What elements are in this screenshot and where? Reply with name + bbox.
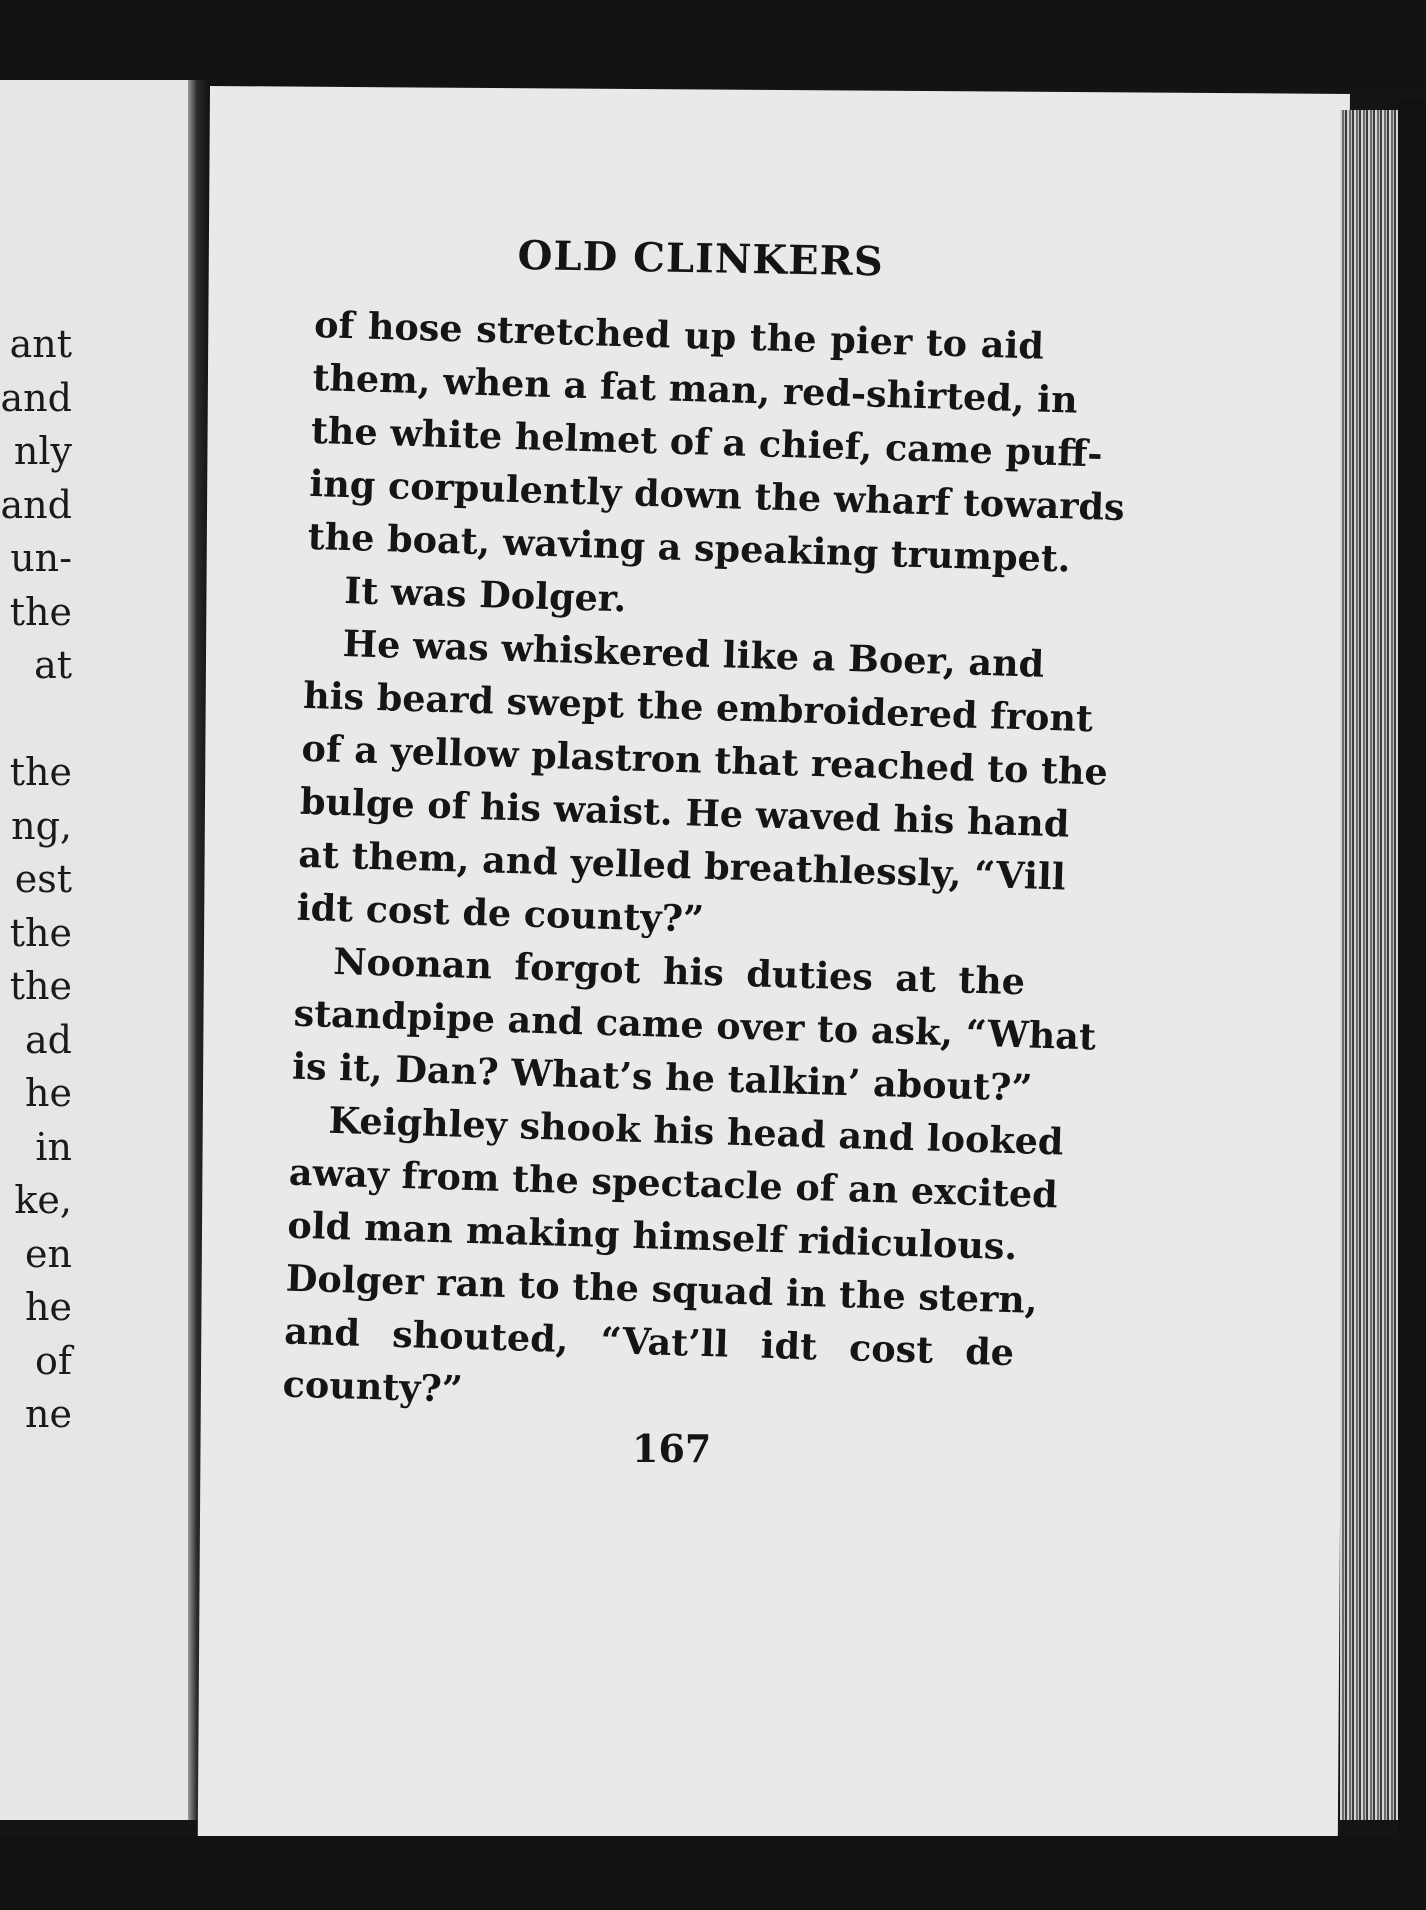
right-scan-border [1398,100,1426,1860]
left-page-line: the [9,910,72,955]
text-line: away from the spectacle of an excited [288,1150,1059,1217]
text-line: his beard swept the embroidered front [302,673,1094,741]
text-line: standpipe and came over to ask, “What [293,991,1097,1059]
text-line: county?” [282,1362,464,1411]
text-line: Keighley shook his head and looked [327,1098,1065,1164]
text-line: the boat, waving a speaking trumpet. [307,514,1072,581]
text-line: the white helmet of a chief, came puff- [310,408,1104,476]
text-line: of a yellow plastron that reached to the [300,726,1109,794]
text-line: Dolger ran to the squad in the stern, [285,1256,1039,1322]
left-page-line: at [34,643,72,687]
text-line: It was Dolger. [343,569,628,621]
left-page-line: ad [25,1017,72,1062]
text-line: old man making himself ridiculous. [286,1203,1018,1269]
text-line: them, when a fat man, red-shirted, in [312,355,1079,422]
left-page-line: ke, [14,1178,72,1222]
left-page-line: est [14,857,72,901]
left-page-line: un- [10,536,72,580]
left-page-line: nly [13,429,72,473]
left-page-line: ant [9,322,72,366]
body-text [282,298,1126,1432]
text-line: ing corpulently down the wharf towards [308,461,1126,530]
text-line: of hose stretched up the pier to aid [313,302,1045,368]
left-page-line: he [25,1071,72,1115]
left-page-line: the [9,750,72,794]
left-page-line: and [0,482,72,527]
text-line: Noonan forgot his duties at the [332,939,1026,1004]
left-page-line: ng, [11,803,72,848]
left-page-line: the [9,964,72,1008]
left-page-line: ne [25,1392,72,1436]
bottom-scan-border [0,1836,1426,1910]
text-line: idt cost de county?” [296,885,705,941]
left-page-line: en [25,1231,72,1276]
page-number: 167 [632,1426,712,1471]
text-line: is it, Dan? What’s he talkin’ about?” [291,1044,1033,1110]
text-line: bulge of his waist. He waved his hand [299,779,1070,846]
left-page-line: and [0,375,72,420]
top-scan-border [0,0,1426,86]
running-head: OLD CLINKERS [517,232,885,286]
left-page-line: in [35,1124,72,1169]
left-page-line: of [35,1338,72,1383]
text-line: He was whiskered like a Boer, and [342,621,1045,686]
text-line: at them, and yelled breathlessly, “Vill [297,832,1067,899]
left-page-line: the [9,589,72,634]
page-edges [1340,110,1400,1820]
left-page-line: he [25,1285,72,1329]
text-line: and shouted, “Vat’ll idt cost de [283,1309,1015,1375]
